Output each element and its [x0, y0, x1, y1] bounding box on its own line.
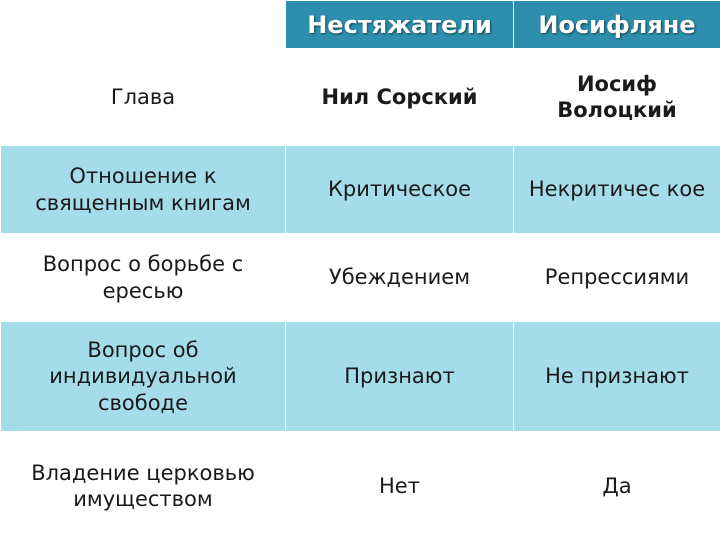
cell-iosiflyane: Не признают — [514, 322, 720, 432]
table-row — [1, 234, 720, 322]
cell-nestyazhateli: Критическое — [286, 146, 514, 234]
cell-iosiflyane: Да — [514, 432, 720, 541]
header-row — [1, 1, 720, 49]
header-empty-cell — [1, 1, 286, 49]
row-label: Глава — [1, 49, 286, 146]
row-label: Вопрос о борьбе с ересью — [1, 234, 286, 322]
cell-nestyazhateli: Нет — [286, 432, 514, 541]
cell-nestyazhateli: Признают — [286, 322, 514, 432]
table-row — [1, 146, 720, 234]
cell-iosiflyane: Иосиф Волоцкий — [514, 49, 720, 146]
table-row — [1, 322, 720, 432]
row-label: Вопрос об индивидуальной свободе — [1, 322, 286, 432]
header-nestyazhateli: Нестяжатели — [286, 1, 514, 49]
cell-nestyazhateli: Нил Сорский — [286, 49, 514, 146]
row-label: Отношение к священным книгам — [1, 146, 286, 234]
cell-iosiflyane: Репрессиями — [514, 234, 720, 322]
header-iosiflyane: Иосифляне — [514, 1, 720, 49]
cell-nestyazhateli: Убеждением — [286, 234, 514, 322]
cell-iosiflyane: Некритичес кое — [514, 146, 720, 234]
table-row — [1, 49, 720, 146]
table-row — [1, 432, 720, 541]
row-label: Владение церковью имуществом — [1, 432, 286, 541]
